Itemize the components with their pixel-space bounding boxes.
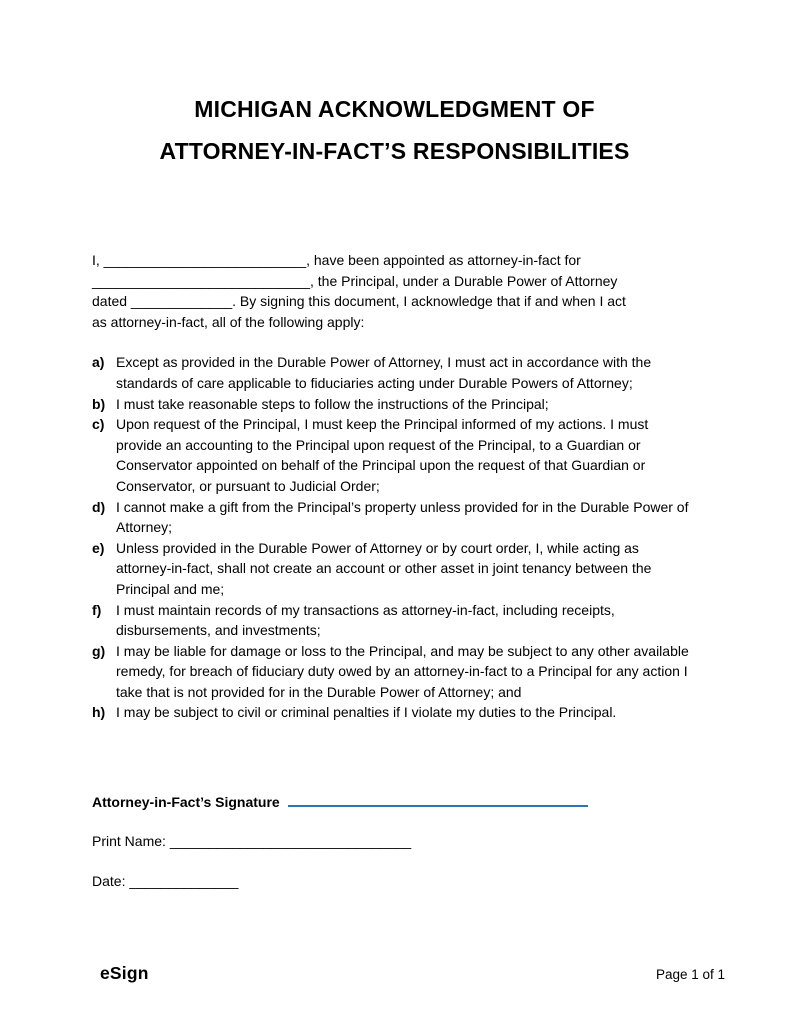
list-item-label: h) [92,704,106,721]
list-item [92,600,697,641]
list-item-text: Except as provided in the Durable Power of Attorney, I must act in accordance with the standards of care applicable to fiduciaries acting under Durable Powers of Attorney; [116,354,652,391]
list-item-label: e) [92,539,105,556]
list-item-text: Upon request of the Principal, I must keep the Principal informed of my actions. I must provide an accounting to the Principal upon request of the Principal, to a Guardian or Conservator appointed on behalf of the Principal upon the request of that Guardian or Conservator, or pursuant to Judicial Order; [116,416,649,494]
list-item [92,414,697,496]
page-indicator: Page 1 of 1 [655,967,725,982]
print-name-label: Print Name: [92,833,166,850]
esign-logo: eSign [100,963,149,983]
duties-list [92,352,697,723]
intro-line: I, __________________________, have been appointed as attorney-in-fact for [92,252,581,268]
list-item-text: I may be liable for damage or loss to the Principal, and may be subject to any other available remedy, for breach of fiduciary duty owed by an attorney-in-fact to a Principal for any action I take that is not provided for in the Durable Power of Attorney; and [116,642,689,700]
document-title [92,88,697,172]
list-item [92,702,697,723]
list-item [92,538,697,600]
date-blank: ______________ [129,873,239,890]
signature-row [92,793,697,833]
list-item [92,497,697,538]
signature-line[interactable] [288,793,588,807]
list-item-label: f) [92,601,102,618]
print-name-row [92,833,697,873]
page-footer [100,963,725,984]
list-item [92,641,697,703]
intro-line: ____________________________, the Principal, under a Durable Power of Attorney [92,272,618,289]
list-item-label: d) [92,498,106,515]
list-item-text: I must maintain records of my transactions as attorney-in-fact, including receipts, disbursements, and investments; [116,601,615,639]
intro-line: as attorney-in-fact, all of the following apply: [92,313,365,330]
list-item-text: Unless provided in the Durable Power of Attorney or by court order, I, while acting as attorney-in-fact, shall not create an account or other asset in joint tenancy between the Principal and me; [116,539,652,597]
document-title-line2: ATTORNEY-IN-FACT’S RESPONSIBILITIES [159,138,630,164]
list-item-text: I must take reasonable steps to follow the instructions of the Principal; [116,395,549,412]
list-item-text: I cannot make a gift from the Principal’s property unless provided for in the Durable Power of Attorney; [116,498,689,536]
document-title-line1: MICHIGAN ACKNOWLEDGMENT OF [194,96,595,122]
signature-section [92,793,697,913]
list-item [92,352,697,393]
signature-label: Attorney-in-Fact’s Signature [92,794,280,811]
date-row [92,873,697,913]
list-item-label: c) [92,416,105,433]
intro-line: dated _____________. By signing this document, I acknowledge that if and when I act [92,293,626,310]
intro-paragraph [92,250,697,332]
list-item-label: b) [92,395,106,412]
print-name-blank: _______________________________ [169,833,412,850]
list-item-label: g) [92,642,106,659]
list-item-label: a) [92,354,105,371]
list-item [92,394,697,415]
list-item-text: I may be subject to civil or criminal penalties if I violate my duties to the Principal. [116,704,617,721]
date-label: Date: [92,873,126,890]
